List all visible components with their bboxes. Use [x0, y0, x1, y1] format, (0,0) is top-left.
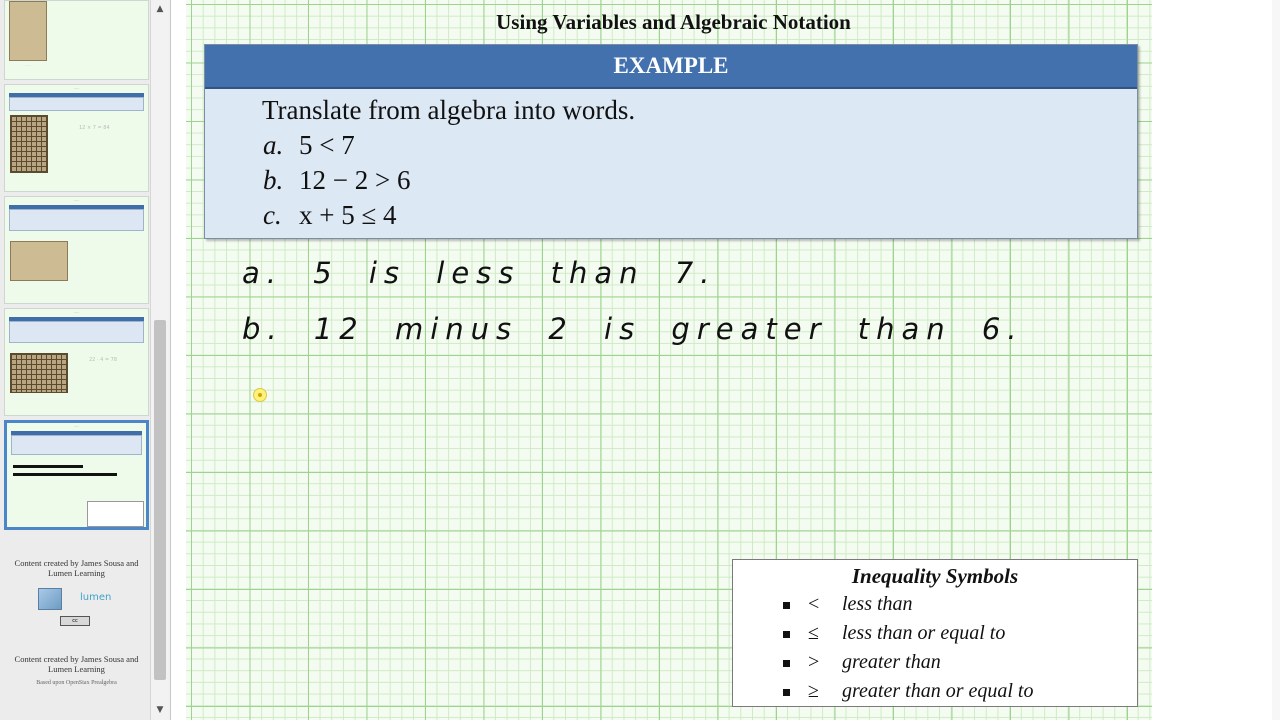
legend-text: greater than [842, 651, 941, 673]
example-header: EXAMPLE [205, 45, 1137, 89]
legend-item [783, 622, 1005, 645]
legend-item [783, 651, 941, 674]
bullet-icon [783, 631, 790, 638]
example-prompt: Translate from algebra into words. [262, 95, 636, 125]
example-box [204, 44, 1138, 239]
cursor-dot [258, 393, 262, 397]
problem-b [263, 165, 410, 196]
legend-text: less than or equal to [842, 622, 1006, 644]
scroll-up-arrow-icon[interactable]: ▲ [156, 4, 164, 14]
problem-label: a. [263, 130, 284, 160]
thumbnail-scrollbar[interactable] [150, 0, 169, 720]
slide-thumbnail-3[interactable] [4, 196, 149, 304]
legend-symbol: ≥ [808, 680, 819, 702]
legend-text: greater than or equal to [842, 680, 1034, 702]
slide-thumbnail-4[interactable] [4, 308, 149, 416]
thumbnail-legend [87, 501, 144, 527]
thumbnail-grid [10, 115, 48, 173]
thumbnail-caption: ······ [25, 63, 31, 67]
scrollbar-thumb[interactable] [154, 320, 166, 680]
legend-item [783, 680, 1033, 703]
thumbnail-image [9, 1, 47, 61]
legend-symbol: ≤ [808, 622, 819, 644]
credit-subtext: Based upon OpenStax Prealgebra [36, 680, 117, 686]
thumbnail-body [9, 321, 144, 343]
slide-thumbnail-1[interactable] [4, 0, 149, 80]
legend-symbol: > [808, 651, 820, 673]
cc-license-badge: cc [60, 616, 90, 626]
problem-label: b. [263, 165, 284, 195]
slide-thumbnail-panel [0, 0, 171, 720]
bullet-icon [783, 660, 790, 667]
thumbnail-note: 22 · 4 = 78 [89, 357, 118, 363]
right-edge-strip [1272, 0, 1280, 720]
problem-expression: 12 − 2 > 6 [299, 165, 411, 195]
slide-title: Using Variables and Algebraic Notation [496, 10, 851, 34]
thumbnail-list [0, 0, 152, 720]
thumbnail-body [9, 97, 144, 111]
slide-thumbnail-5-selected[interactable] [4, 420, 149, 530]
legend-item [783, 593, 913, 616]
legend-text: less than [842, 593, 913, 615]
legend-symbol: < [808, 593, 820, 615]
problem-label: c. [263, 200, 282, 230]
lumen-logo: lumen [80, 592, 112, 603]
sousa-logo [38, 588, 62, 610]
problem-c [263, 200, 397, 231]
workspace-background [1152, 0, 1280, 720]
problem-a [263, 130, 355, 161]
thumbnail-body [11, 435, 142, 455]
thumbnail-title: ····· [74, 311, 79, 315]
problem-expression: x + 5 ≤ 4 [299, 200, 397, 230]
legend-title: Inequality Symbols [851, 564, 1019, 588]
slide-thumbnail-2[interactable] [4, 84, 149, 192]
thumbnail-image [10, 241, 68, 281]
bullet-icon [783, 602, 790, 609]
slide-canvas[interactable] [186, 0, 1152, 720]
credit-text: Content created by James Sousa and Lumen Learning [14, 558, 139, 578]
scroll-down-arrow-icon[interactable]: ▼ [156, 705, 164, 715]
credit-text: Content created by James Sousa and Lumen Learning [14, 654, 139, 674]
handwritten-answer-b: b. 12 minus 2 is greater than 6. [242, 312, 1024, 346]
inequality-legend [732, 559, 1138, 707]
thumbnail-handwriting [13, 473, 117, 476]
thumbnail-title: ····· [74, 425, 79, 429]
thumbnail-grid [10, 353, 68, 393]
problem-expression: 5 < 7 [299, 130, 355, 160]
thumbnail-title: ····· [74, 199, 79, 203]
thumbnail-handwriting [13, 465, 83, 468]
pen-cursor-icon [253, 388, 267, 402]
thumbnail-body [9, 209, 144, 231]
handwritten-answer-a: a. 5 is less than 7. [242, 256, 717, 290]
thumbnail-title: ····· [74, 87, 79, 91]
bullet-icon [783, 689, 790, 696]
thumbnail-note: 12 × 7 = 84 [79, 125, 110, 131]
